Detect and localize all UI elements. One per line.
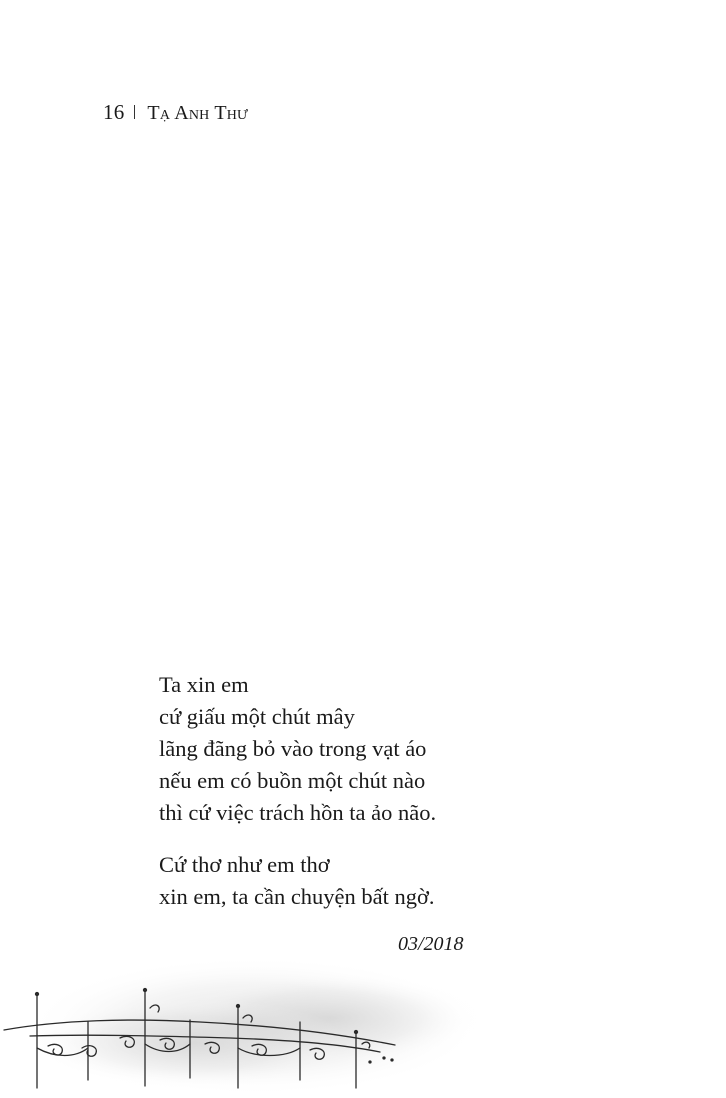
header-separator [134,105,135,119]
poem-line: Ta xin em [159,672,249,697]
stanza-2 [159,849,436,913]
stanza-1 [159,669,436,829]
poem-line: nếu em có buồn một chút nào [159,768,426,793]
author-name: Tạ Anh Thư [147,102,249,124]
page-number: 16 [103,100,125,124]
iron-fence-sketch-icon [0,948,500,1098]
poem-date: 03/2018 [398,933,464,955]
poem-line: cứ giấu một chút mây [159,704,355,729]
poem [159,669,436,913]
poem-line: lãng đãng bỏ vào trong vạt áo [159,736,427,761]
poem-line: thì cứ việc trách hồn ta ảo não. [159,800,437,825]
running-header [103,98,248,127]
poem-line: xin em, ta cần chuyện bất ngờ. [159,884,435,909]
poem-line: Cứ thơ như em thơ [159,852,330,877]
